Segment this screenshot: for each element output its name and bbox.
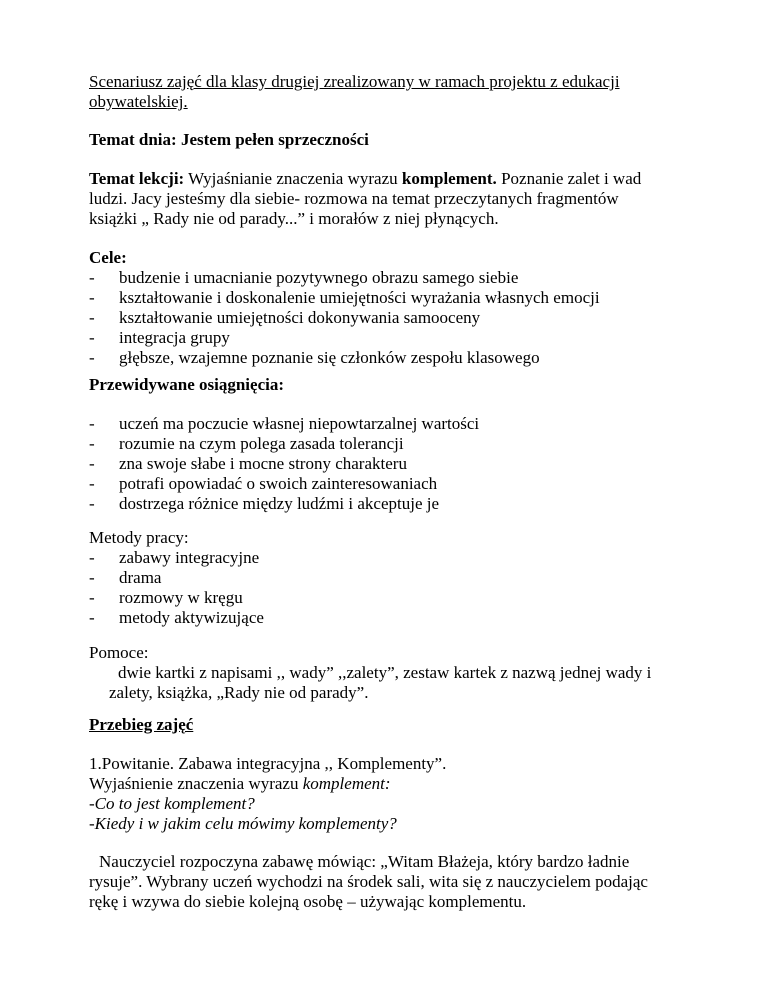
list-item: - drama [89,568,162,587]
temat-lekcji-text-b: Poznanie zalet i wad [496,169,642,188]
osiagniecia-section [89,375,729,514]
temat-dnia-value: Jestem pełen sprzeczności [176,130,369,149]
list-item: - dostrzega różnice między ludźmi i akceptuje je [89,494,440,513]
list-item: - zabawy integracyjne [89,548,260,567]
temat-lekcji [89,169,729,229]
temat-dnia-label: Temat dnia: [89,130,177,149]
list-item: - rozumie na czym polega zasada tolerancji [89,434,404,453]
title-line-2: obywatelskiej. [89,92,188,111]
list-item: - integracja grupy [89,328,230,347]
question-1: -Co to jest komplement? [89,794,255,813]
list-item: - głębsze, wzajemne poznanie się członków zespołu klasowego [89,348,540,367]
explain-word: komplement: [302,774,391,793]
cele-section [89,248,729,368]
list-item: - potrafi opowiadać o swoich zainteresowaniach [89,474,438,493]
temat-lekcji-label: Temat lekcji: [89,169,185,188]
temat-lekcji-text-a: Wyjaśnianie znaczenia wyrazu [184,169,402,188]
paragraph-line-1: Nauczyciel rozpoczyna zabawę mówiąc: „Witam Błażeja, który bardzo ładnie [99,852,630,871]
list-item: - kształtowanie umiejętności dokonywania samooceny [89,308,481,327]
list-item: - kształtowanie i doskonalenie umiejętności wyrażania własnych emocji [89,288,600,307]
temat-lekcji-line-2: ludzi. Jacy jesteśmy dla siebie- rozmowa na temat przeczytanych fragmentów [89,189,619,208]
document-title [89,72,729,112]
list-item: - metody aktywizujące [89,608,264,627]
paragraph-line-2: rysuje”. Wybrany uczeń wychodzi na środek sali, wita się z nauczycielem podając [89,872,648,891]
pomoce-section [89,643,729,703]
title-line-1: Scenariusz zajęć dla klasy drugiej zrealizowany w ramach projektu z edukacji [89,72,620,91]
step-1-text: 1.Powitanie. Zabawa integracyjna ,, Komplementy”. [89,754,447,773]
temat-lekcji-line-3: książki „ Rady nie od parady...” i morałów z niej płynących. [89,209,499,228]
przebieg-paragraph [89,852,729,912]
pomoce-line-1: dwie kartki z napisami ,, wady” ,,zalety”, zestaw kartek z nazwą jednej wady i [118,663,652,682]
cele-heading: Cele: [89,248,127,267]
metody-heading: Metody pracy: [89,528,189,547]
list-item: - budzenie i umacnianie pozytywnego obrazu samego siebie [89,268,519,287]
list-item: - uczeń ma poczucie własnej niepowtarzalnej wartości [89,414,480,433]
pomoce-line-2: zalety, książka, „Rady nie od parady”. [109,683,369,702]
explain-text: Wyjaśnienie znaczenia wyrazu [89,774,303,793]
pomoce-heading: Pomoce: [89,643,149,662]
metody-section [89,528,729,628]
cele-list [89,268,729,368]
metody-list [89,548,729,628]
osiagniecia-heading: Przewidywane osiągnięcia: [89,375,284,394]
przebieg-heading-block [89,715,729,735]
osiagniecia-list [89,414,729,514]
temat-lekcji-keyword: komplement. [401,169,497,188]
temat-dnia [89,130,729,150]
paragraph-line-3: rękę i wzywa do siebie kolejną osobę – używając komplementu. [89,892,527,911]
question-2: -Kiedy i w jakim celu mówimy komplementy? [89,814,397,833]
przebieg-heading: Przebieg zajęć [89,715,194,734]
list-item: - rozmowy w kręgu [89,588,243,607]
list-item: - zna swoje słabe i mocne strony charakteru [89,454,407,473]
przebieg-step-1 [89,754,729,834]
